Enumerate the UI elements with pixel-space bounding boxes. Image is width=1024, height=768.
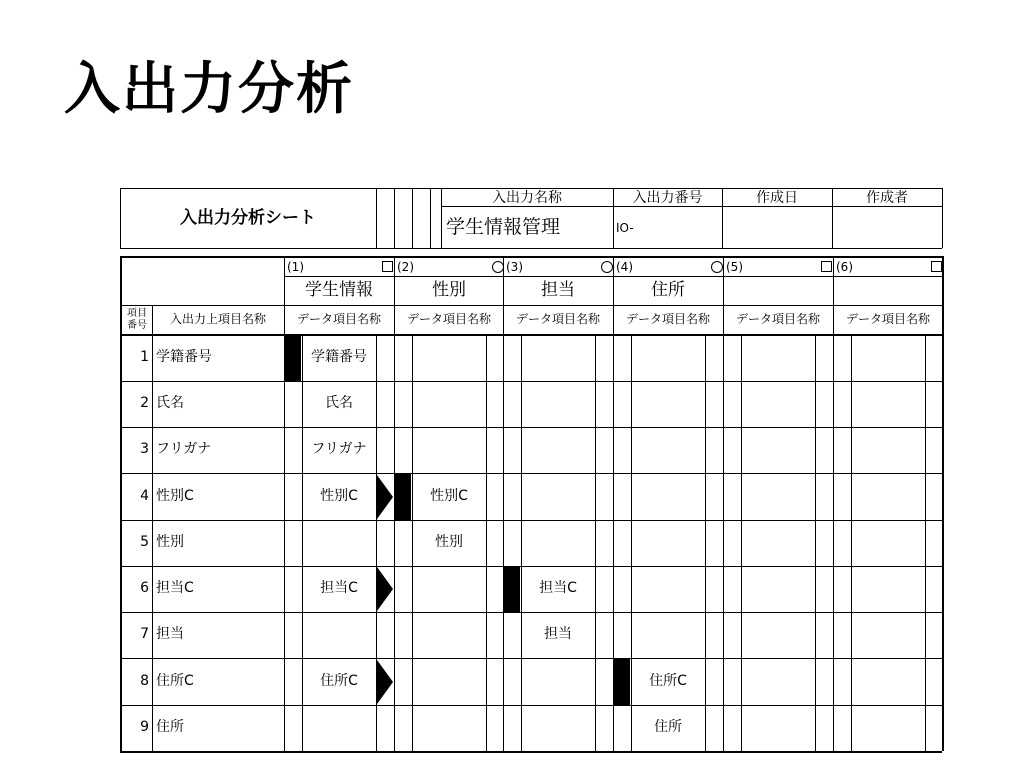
row-item-name: 学籍番号 [156,349,212,365]
grid-line [441,248,942,249]
entity-index: (3) [506,260,523,274]
data-item-name-header: データ項目名称 [735,312,820,326]
grid-line [120,751,942,753]
sheet-name: 入出力分析シート [180,208,316,228]
square-marker-icon [821,261,832,272]
grid-line [120,658,942,659]
io-no-label: 入出力番号 [632,190,703,206]
circle-marker-icon [601,261,613,273]
grid-line [120,256,942,258]
grid-line [741,334,742,751]
item-no-header: 項目番号 [127,308,147,331]
grid-line [815,334,816,751]
grid-line [942,188,943,248]
author-label: 作成者 [866,190,908,206]
row-item-name: 性別C [156,488,194,504]
grid-line [120,188,942,189]
entity-index: (5) [726,260,743,274]
grid-line [486,334,487,751]
grid-line [120,427,942,428]
data-item-name-header: データ項目名称 [406,312,491,326]
data-item-cell: 住所C [320,673,358,689]
grid-line [120,381,942,382]
data-item-cell: 性別 [435,534,463,550]
row-item-name: 住所C [156,673,194,689]
square-marker-icon [382,261,393,272]
entity-name: 住所 [651,280,685,300]
grid-line [394,188,395,248]
square-marker-icon [931,261,942,272]
grid-line [595,334,596,751]
data-item-name-header: データ項目名称 [515,312,600,326]
io-name-label: 入出力名称 [492,190,562,206]
row-number: 4 [140,488,149,504]
row-item-name: フリガナ [156,441,212,457]
grid-line [705,334,706,751]
key-marker-icon [394,474,411,520]
io-no-value: IO- [616,221,634,235]
grid-line [120,520,942,521]
grid-line [925,334,926,751]
key-marker-icon [503,567,520,612]
data-item-cell: 性別C [430,488,468,504]
data-item-cell: 性別C [320,488,358,504]
data-item-name-header: データ項目名称 [845,312,930,326]
data-item-cell: フリガナ [311,441,367,457]
row-number: 6 [140,580,149,596]
key-marker-icon [284,335,301,381]
grid-line [120,305,942,306]
grid-line [120,566,942,567]
grid-line [723,256,724,751]
row-number: 5 [140,534,149,550]
grid-line [152,305,153,751]
data-item-cell: 担当 [544,626,572,642]
data-item-cell: 氏名 [325,395,353,411]
data-item-cell: 住所 [654,719,682,735]
io-name-value: 学生情報管理 [446,216,561,238]
grid-line [120,612,942,613]
slide-title: 入出力分析 [64,57,354,122]
circle-marker-icon [711,261,723,273]
row-item-name: 担当 [156,626,184,642]
entity-name: 担当 [541,280,575,300]
grid-line [430,188,431,248]
io-item-name-header: 入出力上項目名称 [169,312,266,326]
data-item-name-header: データ項目名称 [625,312,710,326]
row-number: 7 [140,626,149,642]
data-item-cell: 住所C [649,673,687,689]
row-item-name: 担当C [156,580,194,596]
grid-line [503,256,504,751]
row-number: 1 [140,349,149,365]
entity-index: (2) [397,260,414,274]
row-item-name: 氏名 [156,395,184,411]
relation-arrow-icon [377,567,393,611]
row-number: 2 [140,395,149,411]
grid-line [120,334,942,336]
data-item-cell: 担当C [539,580,577,596]
data-item-cell: 学籍番号 [311,349,367,365]
grid-line [120,473,942,474]
row-item-name: 住所 [156,719,184,735]
relation-arrow-icon [377,660,393,704]
grid-line [412,188,413,248]
entity-index: (1) [287,260,304,274]
grid-line [120,705,942,706]
row-number: 3 [140,441,149,457]
row-item-name: 性別 [156,534,184,550]
entity-index: (4) [616,260,633,274]
grid-line [833,256,834,751]
grid-line [376,188,377,248]
grid-line [942,256,944,751]
grid-line [284,256,285,751]
row-number: 9 [140,719,149,735]
grid-line [631,334,632,751]
grid-line [521,334,522,751]
circle-marker-icon [492,261,504,273]
relation-arrow-icon [377,475,393,519]
grid-line [851,334,852,751]
data-item-name-header: データ項目名称 [296,312,381,326]
data-item-cell: 担当C [320,580,358,596]
grid-line [441,206,942,207]
entity-name: 性別 [432,280,466,300]
entity-name: 学生情報 [305,280,373,300]
created-date-label: 作成日 [756,190,798,206]
key-marker-icon [613,659,630,705]
entity-index: (6) [836,260,853,274]
row-number: 8 [140,673,149,689]
